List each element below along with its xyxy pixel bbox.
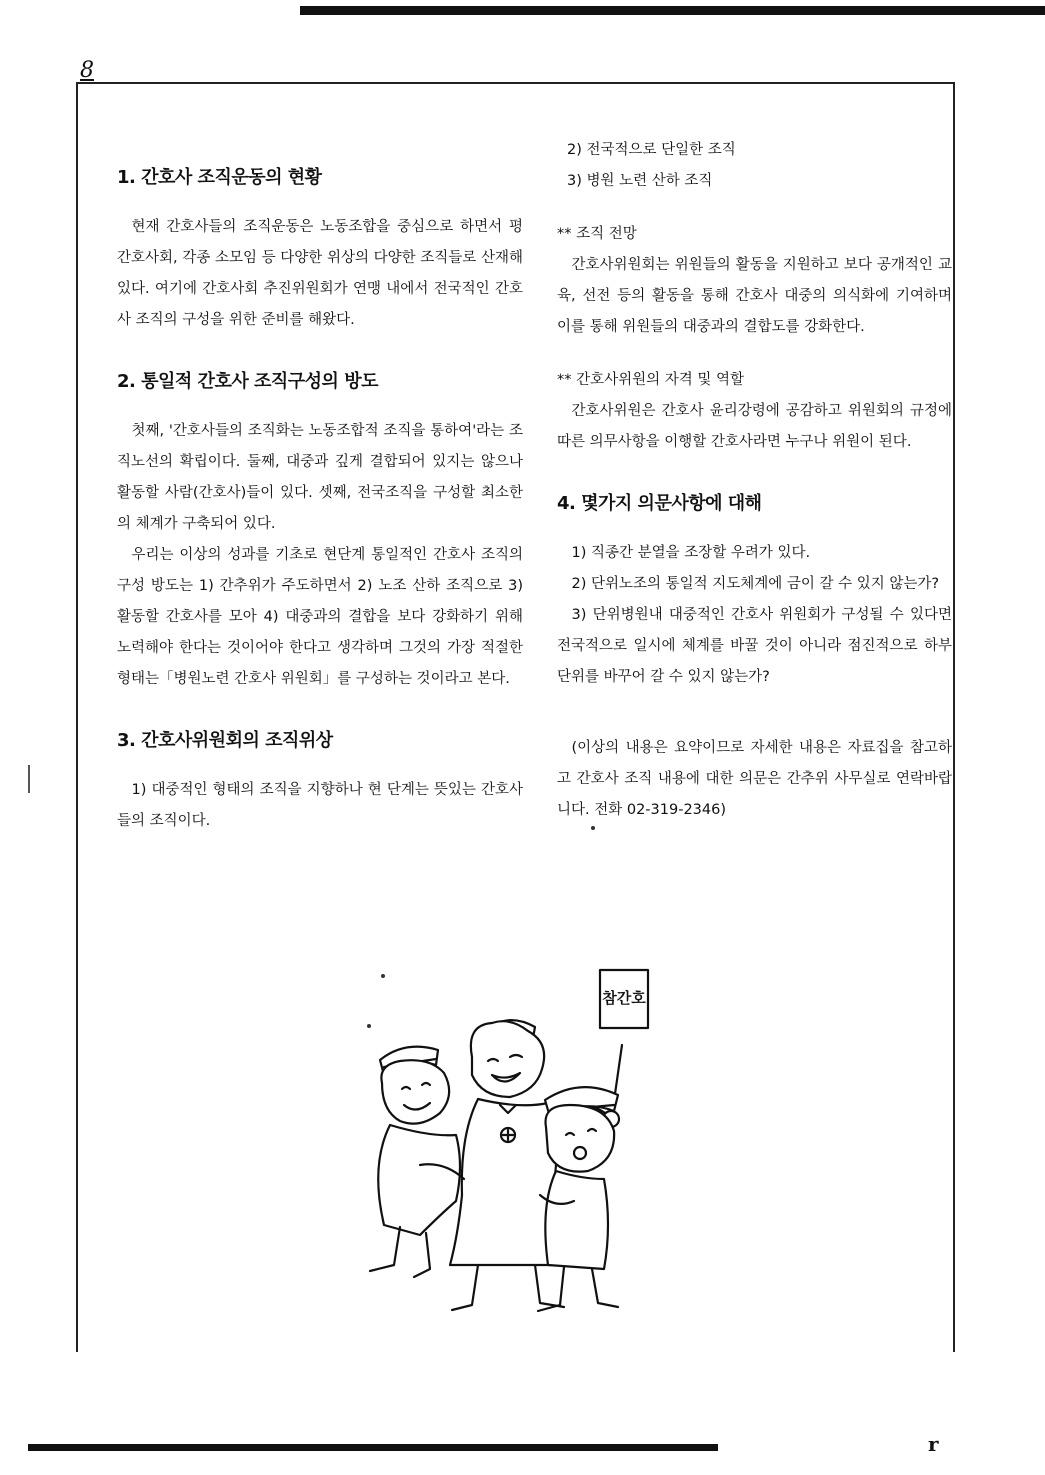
section-3-paragraph: 1) 대중적인 형태의 조직을 지향하나 현 단계는 뜻있는 간호사들의 조직이다. (117, 782, 523, 829)
left-column (117, 158, 523, 837)
outlook-paragraph: 간호사위원회는 위원들의 활동을 지원하고 보다 공개적인 교육, 선전 등의 활동을 통해 간호사 대중의 의식화에 기여하며 이를 통해 위원들의 대중과의 결합도를 강화한다. (557, 257, 952, 335)
qualification-title: ** 간호사위원의 자격 및 역할 (557, 372, 745, 388)
section-3-title: 3. 간호사위원회의 조직위상 (117, 730, 333, 751)
question-2: 2) 단위노조의 통일적 지도체계에 금이 갈 수 있지 않는가? (571, 576, 940, 592)
qualification-paragraph: 간호사위원은 간호사 윤리강령에 공감하고 위원회의 규정에 따른 의무사항을 이행할 간호사라면 누구나 위원이 된다. (557, 403, 952, 450)
top-border-bar (300, 6, 1045, 15)
margin-mark (28, 765, 30, 793)
speck (591, 826, 595, 830)
question-1: 1) 직종간 분열을 조장할 우려가 있다. (571, 545, 811, 561)
contact-note: (이상의 내용은 요약이므로 자세한 내용은 자료집을 참고하고 간호사 조직 내용에 대한 의문은 간추위 사무실로 연락바랍니다. 전화 02-319-2346) (557, 740, 952, 818)
speck (381, 974, 385, 978)
question-3: 3) 단위병원내 대중적인 간호사 위원회가 구성될 수 있다면 전국적으로 일시에 체계를 바꿀 것이 아니라 점진적으로 하부단위를 바꾸어 갈 수 있지 않는가? (557, 607, 952, 685)
section-1-paragraph: 현재 간호사들의 조직운동은 노동조합을 중심으로 하면서 평간호사회, 각종 소모임 등 다양한 위상의 다양한 조직들로 산재해 있다. 여기에 간호사회 추진위원회가 연맹 내에서 전국적인 간호사 조직의 구성을 위한 준비를 해왔다. (117, 219, 523, 328)
speck (367, 1024, 371, 1028)
flag-text: 참간호 (602, 989, 646, 1007)
bottom-border-bar (28, 1444, 718, 1451)
section-4-title: 4. 몇가지 의문사항에 대해 (557, 493, 762, 514)
right-column (557, 135, 952, 826)
section-2-paragraph-2: 우리는 이상의 성과를 기초로 현단계 통일적인 간호사 조직의 구성 방도는 1) 간추위가 주도하면서 2) 노조 산하 조직으로 3) 활동할 간호사를 모아 4) 대중과의 결합을 보다 강화하기 위해 노력해야 한다는 것이어야 한다고 생각하며 그것의 가장 적절한 형태는「병원노련 간호사 위원회」를 구성하는 것이라고 본다. (117, 547, 523, 687)
list-item-2: 2) 전국적으로 단일한 조직 (567, 142, 736, 158)
nurses-cartoon-icon (360, 965, 650, 1325)
outlook-title: ** 조직 전망 (557, 226, 637, 242)
section-2-paragraph-1: 첫째, '간호사들의 조직화는 노동조합적 조직을 통하여'라는 조직노선의 확립이다. 둘째, 대중과 깊게 결합되어 있지는 않으나 활동할 사람(간호사)들이 있다. 셋째, 전국조직을 구성할 최소한의 체계가 구축되어 있다. (117, 423, 523, 532)
page-number: 8 (80, 58, 94, 83)
section-2-title: 2. 통일적 간호사 조직구성의 방도 (117, 371, 378, 392)
corner-mark: r (928, 1432, 939, 1456)
section-1-title: 1. 간호사 조직운동의 현황 (117, 167, 322, 188)
list-item-3: 3) 병원 노련 산하 조직 (567, 173, 713, 189)
